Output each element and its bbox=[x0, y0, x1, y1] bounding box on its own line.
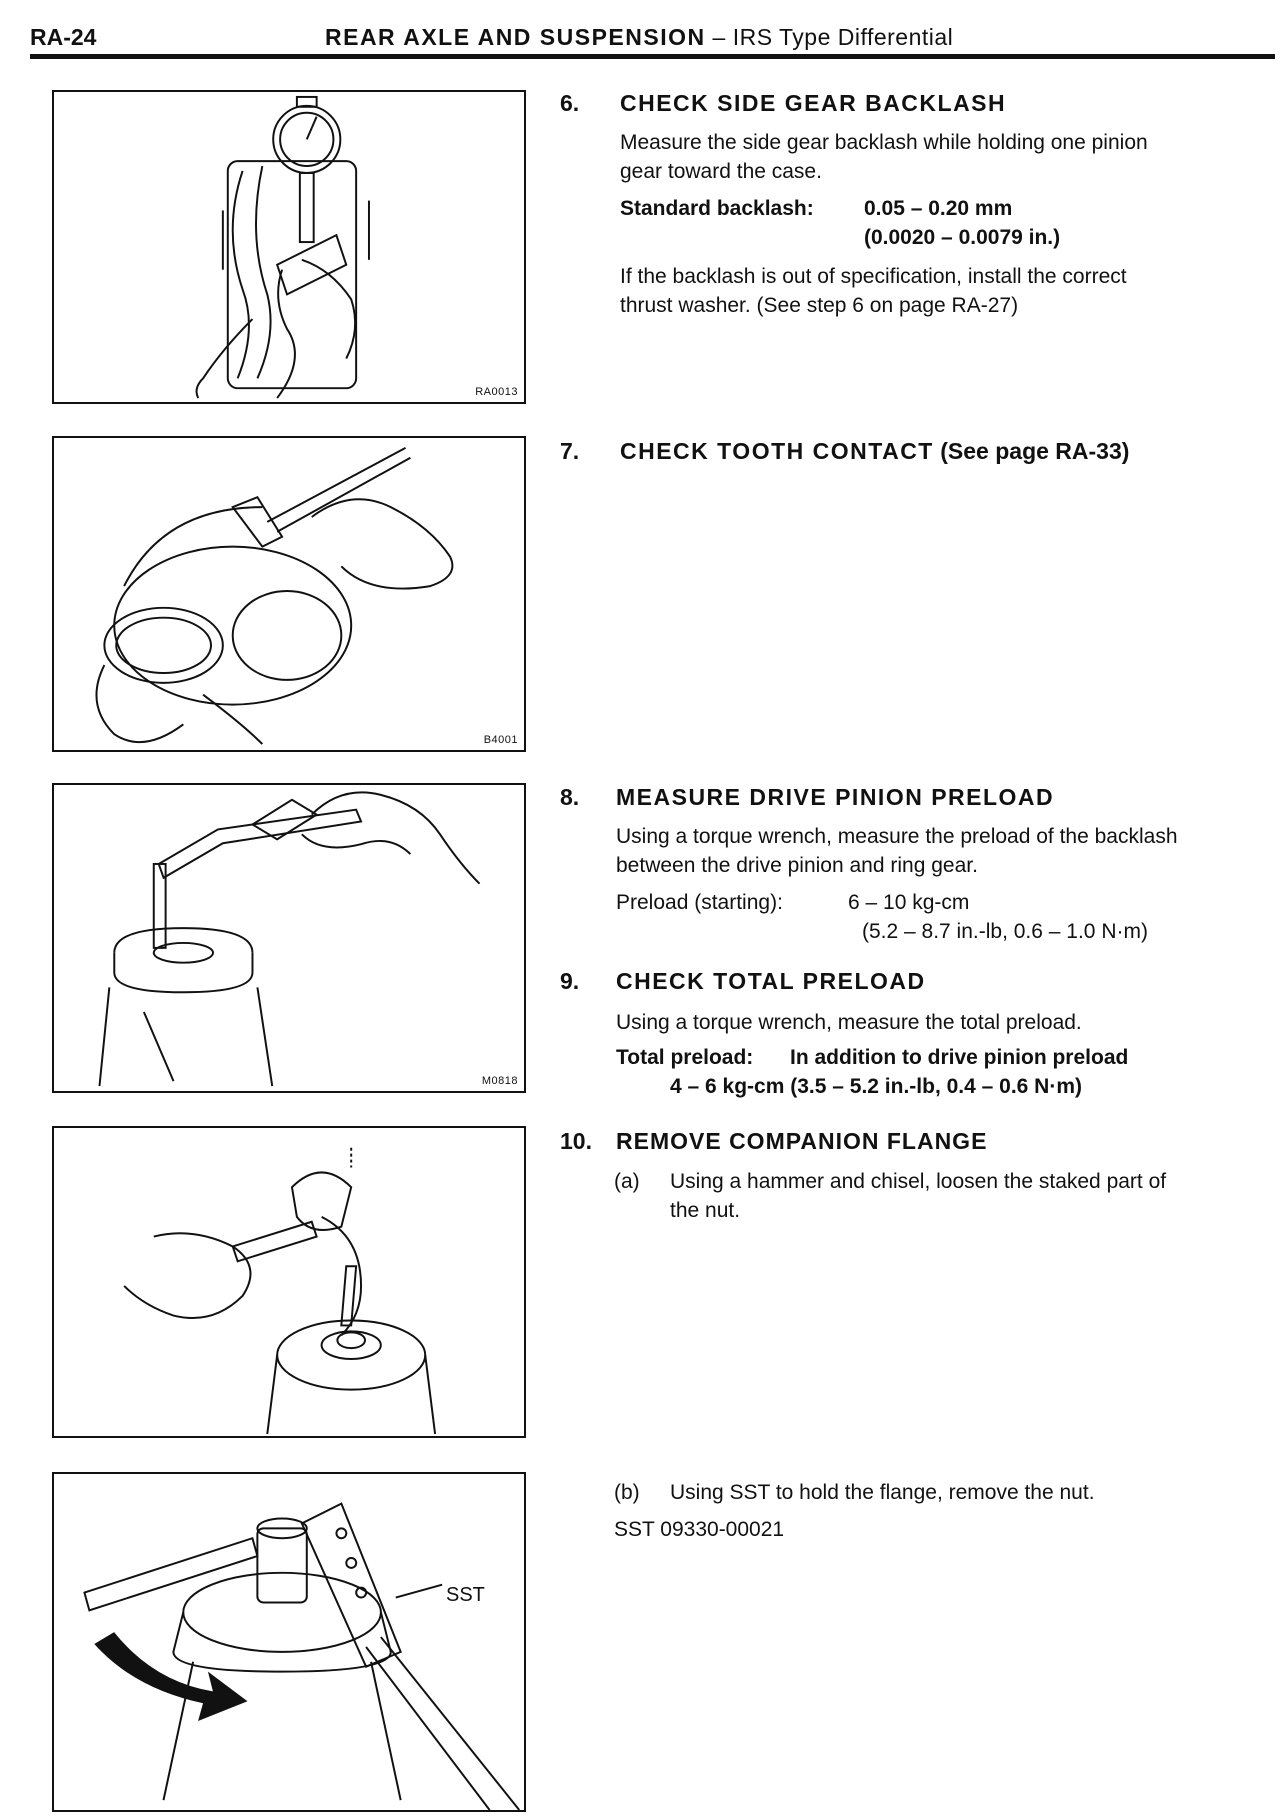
step-number: 6. bbox=[560, 90, 580, 116]
substep-b-text bbox=[670, 1478, 1280, 1507]
substep-label: (a) bbox=[614, 1170, 640, 1193]
figure-tooth-contact bbox=[52, 436, 526, 752]
step-9-text bbox=[616, 1008, 1266, 1037]
figure-side-gear-backlash bbox=[52, 90, 526, 404]
step-number: 10. bbox=[560, 1128, 592, 1154]
step-heading bbox=[620, 438, 1129, 465]
figure-companion-flange-remove bbox=[52, 1472, 526, 1812]
text-line: thrust washer. (See step 6 on page RA-27) bbox=[620, 294, 1019, 317]
step-heading: MEASURE DRIVE PINION PRELOAD bbox=[616, 784, 1055, 810]
header-divider bbox=[30, 54, 1275, 59]
step-heading: REMOVE COMPANION FLANGE bbox=[616, 1128, 988, 1154]
step-heading: CHECK TOTAL PRELOAD bbox=[616, 968, 926, 994]
hammer-chisel-illustration bbox=[54, 1128, 524, 1436]
torque-wrench-preload-illustration bbox=[54, 785, 524, 1091]
heading-text: CHECK TOOTH CONTACT bbox=[620, 438, 934, 464]
figure-code: RA0013 bbox=[475, 386, 518, 398]
spec-value: 6 – 10 kg-cm bbox=[848, 891, 970, 914]
sst-flange-holder-illustration bbox=[54, 1474, 524, 1810]
page-title-main: REAR AXLE AND SUSPENSION bbox=[325, 24, 706, 50]
figure-code: M0818 bbox=[481, 1075, 518, 1087]
spec-value: 0.05 – 0.20 mm bbox=[864, 197, 1013, 220]
figure-code: B4001 bbox=[483, 734, 518, 746]
dial-indicator-illustration bbox=[54, 92, 524, 402]
step-heading: CHECK SIDE GEAR BACKLASH bbox=[620, 90, 1007, 116]
substep-a-text bbox=[670, 1167, 1280, 1225]
spec-value: (5.2 – 8.7 in.-lb, 0.6 – 1.0 N·m) bbox=[862, 920, 1148, 943]
page-title bbox=[325, 24, 953, 51]
step-number: 7. bbox=[560, 438, 580, 464]
substep-label: (b) bbox=[614, 1481, 640, 1504]
text-line: Using a torque wrench, measure the total preload. bbox=[616, 1011, 1082, 1034]
page-number: RA-24 bbox=[30, 24, 97, 50]
spec-label: Standard backlash: bbox=[620, 197, 814, 220]
text-line: Using a hammer and chisel, loosen the staked part of bbox=[670, 1170, 1167, 1193]
text-line: If the backlash is out of specification, install the correct bbox=[620, 265, 1127, 288]
spec-label: Preload (starting): bbox=[616, 891, 783, 914]
spec-label: Total preload: bbox=[616, 1046, 754, 1069]
sst-callout: SST bbox=[446, 1584, 485, 1606]
figure-drive-pinion-preload bbox=[52, 783, 526, 1093]
spec-value: In addition to drive pinion preload bbox=[790, 1046, 1129, 1069]
text-line: gear toward the case. bbox=[620, 160, 822, 183]
step-number: 8. bbox=[560, 784, 580, 810]
page-title-sub: – IRS Type Differential bbox=[705, 24, 954, 50]
text-line: Using a torque wrench, measure the preload of the backlash bbox=[616, 825, 1178, 848]
text-line: Measure the side gear backlash while holding one pinion bbox=[620, 131, 1148, 154]
text-line: the nut. bbox=[670, 1199, 741, 1222]
step-8-text bbox=[616, 822, 1266, 880]
step-number: 9. bbox=[560, 968, 580, 994]
step-6-text bbox=[620, 128, 1270, 186]
ring-gear-tooth-contact-illustration bbox=[54, 438, 524, 750]
text-line: Using SST to hold the flange, remove the nut. bbox=[670, 1481, 1095, 1504]
figure-companion-flange-loosen bbox=[52, 1126, 526, 1438]
text-line: between the drive pinion and ring gear. bbox=[616, 854, 978, 877]
sst-number: SST 09330-00021 bbox=[614, 1518, 785, 1541]
spec-value: 4 – 6 kg-cm (3.5 – 5.2 in.-lb, 0.4 – 0.6 N·m) bbox=[670, 1075, 1083, 1098]
step-6-note bbox=[620, 262, 1270, 320]
spec-value: (0.0020 – 0.0079 in.) bbox=[864, 226, 1061, 249]
page-reference: (See page RA-33) bbox=[933, 438, 1130, 464]
